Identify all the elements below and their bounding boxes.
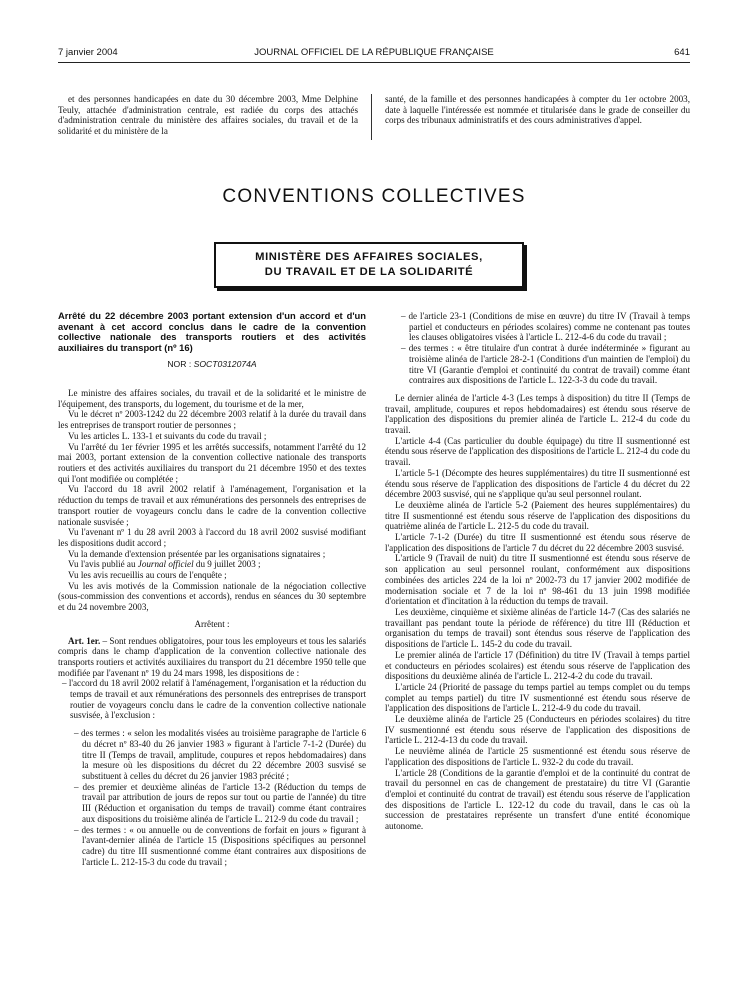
arrete-title: Arrêté du 22 décembre 2003 portant extension d'un accord et d'un avenant à cet accord conclus dans le cadre de la convention collective nationale des transports routiers et des activités auxiliaires du transport (nº 16) [58, 310, 366, 353]
header-date: 7 janvier 2004 [58, 47, 118, 58]
dash-subitem: – de l'article 23-1 (Conditions de mise en œuvre) du titre IV (Travail à temps partiel et conducteurs en périodes scolaires) comme ne contenant pas toutes les clauses obligatoires visées à l'article L. 212-4-6 du code du travail ; [401, 311, 690, 343]
paragraph [58, 559, 366, 570]
article-1-text: – Sont rendues obligatoires, pour tous les employeurs et tous les salariés compris dans le champ d'application de la convention collective nationale des transports routiers et activités auxiliaires du transport du 21 décembre 1950 telle que modifiée par l'avenant nº 19 du 24 mars 1998, les dispositions de : [58, 635, 366, 678]
paragraph: Vu le décret nº 2003-1242 du 22 décembre 2003 relatif à la durée du travail dans les entreprises de transport routier de personnes ; [58, 409, 366, 431]
left-column [58, 311, 366, 867]
top-left-column [58, 94, 358, 137]
section-title: CONVENTIONS COLLECTIVES [222, 186, 526, 207]
header-journal-title: JOURNAL OFFICIEL DE LA RÉPUBLIQUE FRANÇAISE [254, 47, 494, 58]
paragraph: Le neuvième alinéa de l'article 25 susmentionné est étendu sous réserve de l'application des dispositions de l'article L. 932-2 du code du travail. [385, 746, 690, 767]
right-column [385, 311, 690, 832]
paragraph: Vu les avis recueillis au cours de l'enquête ; [68, 570, 227, 581]
page-header [58, 47, 690, 61]
top-left-paragraph: et des personnes handicapées en date du 30 décembre 2003, Mme Delphine Teuly, attachée d'administration centrale, est radiée du corps des attachés d'administration centrale du ministère des affaires sociales, du travail et de la solidarité et du ministère de la [58, 94, 358, 137]
dash-subitem: – des premier et deuxième alinéas de l'article 13-2 (Réduction du temps de travail par attribution de jours de repos sur tout ou partie de l'année) du titre III (Réduction et organisation du temps de travail) comme étant contraires aux dispositions du troisième alinéa de l'article L. 212-9 du code du travail ; [74, 781, 366, 824]
header-rule [58, 62, 690, 63]
text-run: Vu l'avis publié au [68, 559, 138, 570]
paragraph: L'article 4-4 (Cas particulier du double équipage) du titre II susmentionné est étendu sous réserve de l'application des dispositions de l'article L. 212-4 du code du travail. [385, 435, 690, 468]
dash-item: – l'accord du 18 avril 2002 relatif à l'aménagement, l'organisation et la réduction du temps de travail et aux rémunérations des personnels des entreprises de transport routier de voyageurs conclu dans le cadre de la convention collective nationale susvisée, à l'exclusion : [62, 678, 366, 721]
column-divider [371, 94, 372, 140]
paragraph: Vu la demande d'extension présentée par les organisations signataires ; [68, 548, 326, 559]
ministry-box [214, 242, 524, 288]
paragraph: L'article 5-1 (Décompte des heures supplémentaires) du titre II susmentionné est étendu sous réserve de l'application des dispositions de l'article 4 du décret du 22 décembre 2003 susvisé, qui ne s'applique qu'au seul personnel roulant. [385, 467, 690, 500]
ministry-line-1: MINISTÈRE DES AFFAIRES SOCIALES, [255, 251, 483, 263]
paragraph: Le dernier alinéa de l'article 4-3 (Les temps à disposition) du titre II (Temps de travail, amplitude, coupures et repos hebdomadaires) est étendu sous réserve de l'application des dispositions du premier alinéa de l'article L. 212-4 du code du travail. [385, 392, 690, 436]
paragraph: L'article 28 (Conditions de la garantie d'emploi et de la continuité du contrat de travail du personnel en cas de changement de prestataire) du titre VI (Garantie d'emploi et continuité du contrat de travail) est étendu sous réserve de l'application des dispositions de l'article L. 122-12 du code du travail, dans le cas où la succession de prestataires représente un transfert d'une entité économique autonome. [385, 767, 690, 832]
paragraph: Le ministre des affaires sociales, du travail et de la solidarité et le ministre de l'équipement, des transports, du logement, du tourisme et de la mer, [58, 388, 366, 409]
top-right-column [385, 94, 690, 126]
ministry-line-2: DU TRAVAIL ET DE LA SOLIDARITÉ [264, 266, 474, 278]
dash-subitem: – des termes : « selon les modalités visées au troisième paragraphe de l'article 6 du décret nº 83-40 du 26 janvier 1983 » figurant à l'article 7-1-2 (Durée) du titre II (Temps de travail, amplitude, coupures et repos hebdomadaires) dans la mesure où les dispositions du décret du 22 décembre 2003 susvisé se substituent à celles du décret du 26 janvier 1983 précité ; [74, 728, 366, 781]
nor-label: NOR : [167, 359, 194, 370]
nor-reference [58, 359, 366, 370]
paragraph: L'article 24 (Priorité de passage du temps partiel au temps complet ou du temps complet au temps partiel) du titre IV susmentionné est étendu sous réserve de l'application des dispositions de l'article L. 212-4-9 du code du travail. [385, 681, 690, 714]
paragraph: L'article 7-1-2 (Durée) du titre II susmentionné est étendu sous réserve de l'application des dispositions de l'article 7 du décret du 22 décembre 2003 susvisé. [385, 532, 690, 553]
paragraph: Le deuxième alinéa de l'article 5-2 (Paiement des heures supplémentaires) du titre II susmentionné est étendu sous réserve de l'application des dispositions du quatrième alinéa de l'article L. 212-5 du code du travail. [385, 499, 690, 532]
paragraph: Vu l'avenant nº 1 du 28 avril 2003 à l'accord du 18 avril 2002 susvisé modifiant les dispositions dudit accord ; [58, 527, 366, 548]
article-1-label: Art. 1er. [68, 635, 101, 646]
paragraph: Le premier alinéa de l'article 17 (Définition) du titre IV (Travail à temps partiel et conducteurs en périodes scolaires) est étendu sous réserve de l'application des dispositions du deuxième alinéa de l'article L. 212-4-2 du code du travail. [385, 649, 690, 682]
paragraph: Vu l'arrêté du 1er février 1995 et les arrêtés successifs, notamment l'arrêté du 12 mai 2003, portant extension de la convention collective nationale des transports routiers et des activités auxiliaires du transport du 21 décembre 1950 et des textes qui l'ont modifiée ou complétée ; [58, 441, 366, 484]
top-right-paragraph: santé, de la famille et des personnes handicapées à compter du 1er octobre 2003, date à laquelle l'intéressée est nommée et titularisée dans le grade de conseiller du corps des tribunaux administratifs et des cours administratives d'appel. [385, 94, 690, 126]
paragraph: Vu les articles L. 133-1 et suivants du code du travail ; [68, 430, 267, 441]
dash-subitem: – des termes : « ou annuelle ou de conventions de forfait en jours » figurant à l'avant-dernier alinéa de l'article 15 (Dispositions spécifiques au personnel cadre) du titre III susmentionné comme étant contraires aux dispositions de l'article L. 212-15-3 du code du travail ; [74, 824, 366, 867]
article-1 [58, 636, 366, 679]
nor-code: SOCT0312074A [193, 359, 257, 370]
paragraph: Le deuxième alinéa de l'article 25 (Conducteurs en périodes scolaires) du titre IV susmentionné est étendu sous réserve de l'application des dispositions de l'article L. 212-4-13 du code du travail. [385, 714, 690, 746]
arretent-heading: Arrêtent : [194, 618, 230, 629]
journal-officiel-italic: Journal officiel [137, 559, 194, 570]
dash-subitem: – des termes : « être titulaire d'un contrat à durée indéterminée » figurant au troisième alinéa de l'article 28-2-1 (Conditions d'un maintien de l'emploi) du titre VI (Garantie d'emploi et continuité du contrat de travail) comme étant contraires aux dispositions de l'article L. 122-3-3 du code du travail. [401, 343, 690, 386]
paragraph: Vu l'accord du 18 avril 2002 relatif à l'aménagement, l'organisation et la réduction du temps de travail et aux rémunérations des personnels des entreprises de transport routier de voyageurs conclu dans le cadre de la convention collective nationale susvisée ; [58, 484, 366, 527]
header-page-number: 641 [674, 47, 690, 58]
text-run: du 9 juillet 2003 ; [193, 559, 261, 570]
paragraph: L'article 9 (Travail de nuit) du titre II susmentionné est étendu sous réserve de son application au seul personnel roulant, conformément aux dispositions combinées des articles 224 de la loi nº 2002-73 du 17 janvier 2002 modifiée de modernisation sociale et 7 de la loi nº 98-461 du 13 juin 1998 modifiée d'orientation et d'incitation à la réduction du temps de travail. [385, 553, 690, 607]
paragraph: Vu les avis motivés de la Commission nationale de la négociation collective (sous-commission des conventions et accords), rendus en séances du 30 septembre et du 24 novembre 2003, [58, 580, 366, 613]
paragraph: Les deuxième, cinquième et sixième alinéas de l'article 14-7 (Cas des salariés ne travaillant pas pendant toute la période de référence) du titre III (Réduction et organisation du temps de travail) sont étendus sous réserve de l'application des dispositions de l'article L. 145-2 du code du travail. [385, 606, 690, 650]
